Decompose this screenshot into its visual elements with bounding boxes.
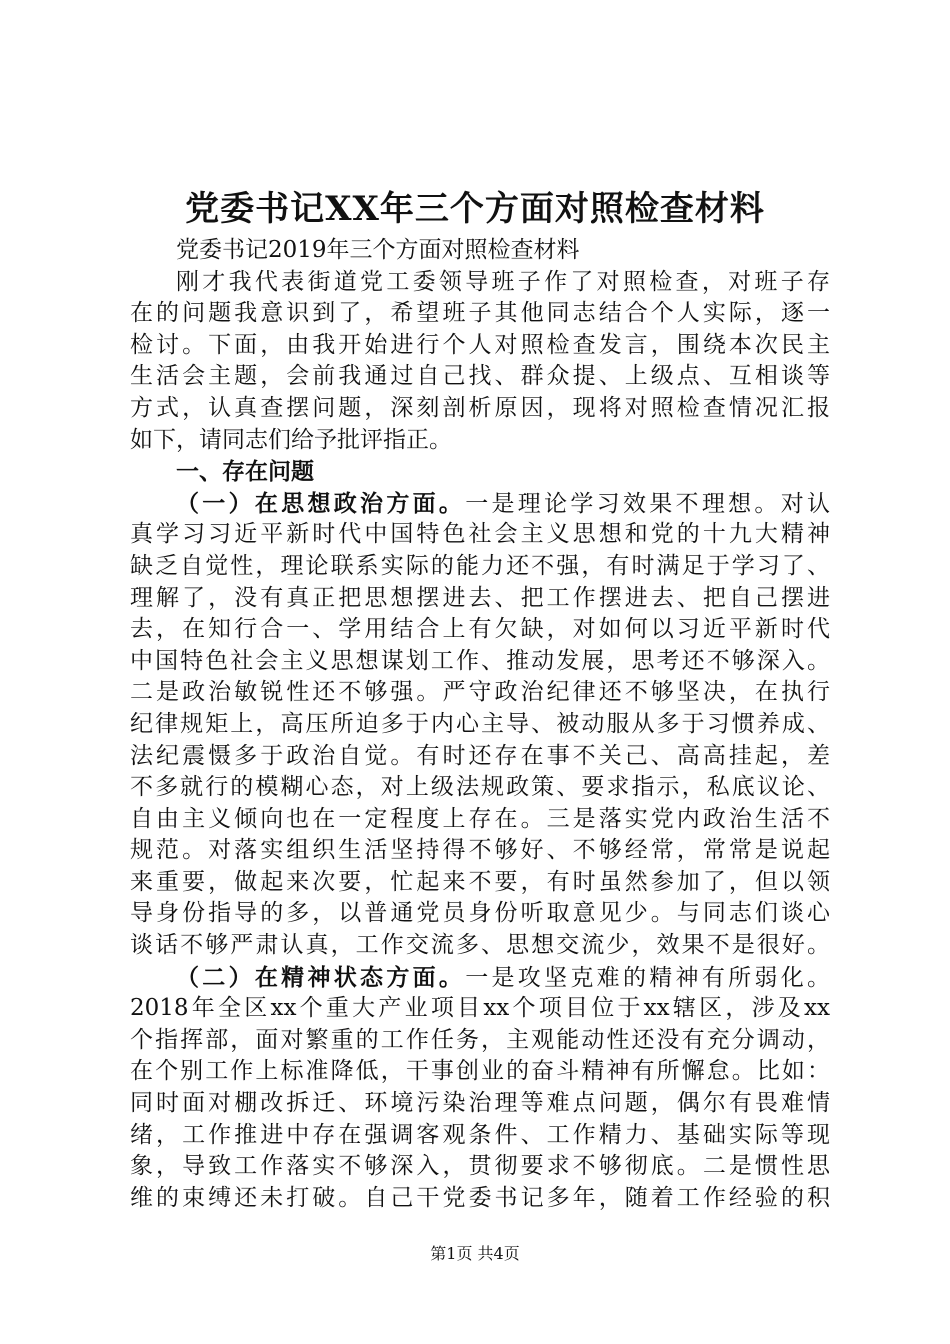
- document-title: 党委书记XX年三个方面对照检查材料: [185, 189, 765, 229]
- paragraph-line: 自由主义倾向也在一定程度上存在。三是落实党内政治生活不: [130, 805, 830, 832]
- subsection-heading: （一）在思想政治方面。: [176, 489, 466, 517]
- paragraph-line: 理解了，没有真正把思想摆进去、把工作摆进去、把自己摆进: [130, 584, 830, 611]
- paragraph-line: 在的问题我意识到了，希望班子其他同志结合个人实际，逐一: [130, 300, 830, 327]
- paragraph-line: [130, 962, 830, 994]
- paragraph-line: 象，导致工作落实不够深入，贯彻要求不够彻底。二是惯性思: [130, 1153, 830, 1180]
- paragraph-line: 个指挥部，面对繁重的工作任务，主观能动性还没有充分调动，: [130, 1026, 830, 1053]
- page-footer: 第1页 共4页: [430, 1244, 520, 1263]
- paragraph-line: 绪，工作推进中存在强调客观条件、工作精力、基础实际等现: [130, 1121, 830, 1148]
- paragraph-line: 谈话不够严肃认真，工作交流多、思想交流少，效果不是很好。: [130, 932, 830, 959]
- paragraph-line: 2018年全区xx个重大产业项目xx个项目位于xx辖区，涉及xx: [130, 995, 830, 1022]
- paragraph-line: 来重要，做起来次要，忙起来不要，有时虽然参加了，但以领: [130, 868, 830, 895]
- subsection-heading: （二）在精神状态方面。: [176, 963, 466, 991]
- paragraph-line: 不多就行的模糊心态，对上级法规政策、要求指示，私底议论、: [130, 774, 830, 801]
- paragraph-line: 生活会主题，会前我通过自己找、群众提、上级点、互相谈等: [130, 363, 830, 390]
- document-body: [130, 235, 830, 1214]
- paragraph-line: 导身份指导的多，以普通党员身份听取意见少。与同志们谈心: [130, 900, 830, 927]
- paragraph-line: 规范。对落实组织生活坚持得不够好、不够经常，常常是说起: [130, 837, 830, 864]
- paragraph-line: 法纪震慑多于政治自觉。有时还存在事不关己、高高挂起，差: [130, 742, 830, 769]
- paragraph-line: 二是政治敏锐性还不够强。严守政治纪律还不够坚决，在执行: [130, 679, 830, 706]
- paragraph-text: 一是攻坚克难的精神有所弱化。: [465, 964, 831, 991]
- paragraph-line: 在个别工作上标准降低，干事创业的奋斗精神有所懈怠。比如：: [130, 1058, 830, 1085]
- paragraph-line: 真学习习近平新时代中国特色社会主义思想和党的十九大精神: [130, 521, 830, 548]
- paragraph-line: 检讨。下面，由我开始进行个人对照检查发言，围绕本次民主: [130, 331, 830, 358]
- section-heading: 一、存在问题: [176, 458, 314, 486]
- paragraph-line: [130, 488, 830, 520]
- paragraph-line: 去，在知行合一、学用结合上有欠缺，对如何以习近平新时代: [130, 616, 830, 643]
- paragraph-line: 中国特色社会主义思想谋划工作、推动发展，思考还不够深入。: [130, 647, 830, 674]
- paragraph-line: 维的束缚还未打破。自己干党委书记多年，随着工作经验的积: [130, 1184, 830, 1211]
- paragraph-line: 刚才我代表街道党工委领导班子作了对照检查，对班子存: [176, 268, 830, 295]
- paragraph-line: 如下，请同志们给予批评指正。: [130, 426, 452, 453]
- paragraph-line: 方式，认真查摆问题，深刻剖析原因，现将对照检查情况汇报: [130, 394, 830, 421]
- paragraph-line: 缺乏自觉性，理论联系实际的能力还不强，有时满足于学习了、: [130, 552, 830, 579]
- paragraph-line: 纪律规矩上，高压所迫多于内心主导、被动服从多于习惯养成、: [130, 710, 830, 737]
- subtitle-line: 党委书记2019年三个方面对照检查材料: [176, 237, 580, 263]
- paragraph-text: 一是理论学习效果不理想。对认: [465, 490, 831, 517]
- paragraph-line: 同时面对棚改拆迁、环境污染治理等难点问题，偶尔有畏难情: [130, 1090, 830, 1117]
